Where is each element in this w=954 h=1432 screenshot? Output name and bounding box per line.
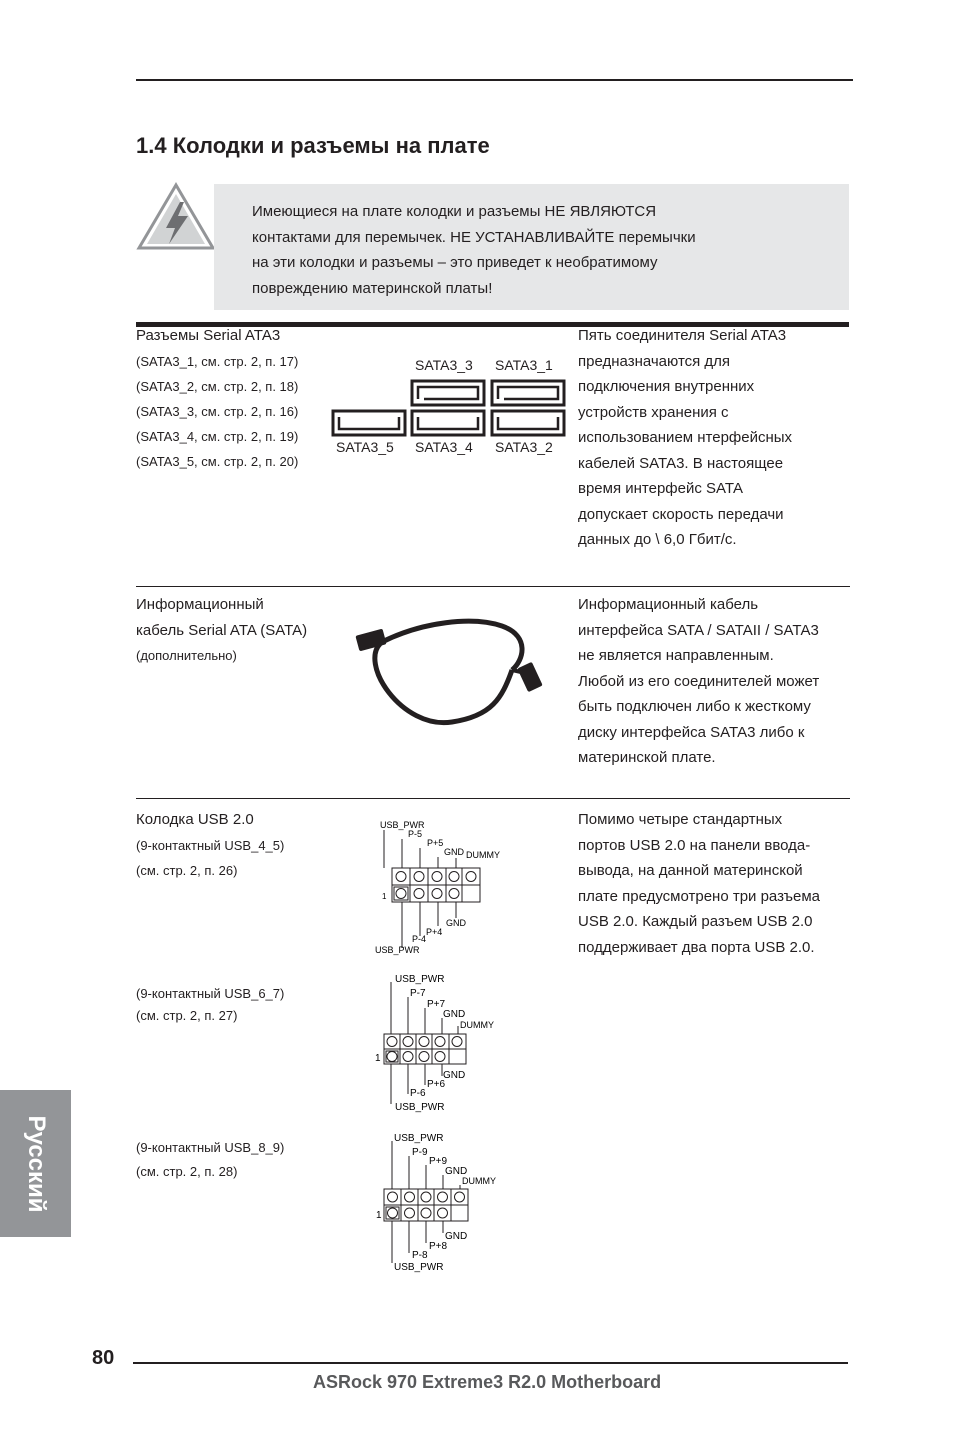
usb89-header-diagram <box>374 1131 514 1275</box>
svg-text:USB_PWR: USB_PWR <box>395 1102 445 1113</box>
sata-ref: (SATA3_1, см. стр. 2, п. 17) <box>136 353 299 369</box>
usb-label-block: Колодка USB 2.0 (9-контактный USB_4_5) (см. стр. 2, п. 26) <box>136 811 285 878</box>
caution-icon <box>136 182 216 252</box>
usb67-label-block: (9-контактный USB_6_7) (см. стр. 2, п. 27) <box>136 986 285 1023</box>
svg-text:P+6: P+6 <box>427 1079 446 1090</box>
svg-text:GND: GND <box>443 1070 466 1081</box>
usb67-header-diagram <box>374 972 514 1116</box>
svg-text:P-4: P-4 <box>412 934 427 944</box>
svg-text:USB_PWR: USB_PWR <box>394 1133 444 1144</box>
cable-description: Информационный кабель интерфейса SATA / SATAII / SATA3 не является направленным. Любой из его соединителей может быть подключен либо к жесткому диску интерфейса SATA3 либо к материнской плате. <box>578 596 820 766</box>
row-divider <box>136 586 850 587</box>
sata3-2-connector <box>492 411 564 435</box>
row-divider <box>136 798 850 799</box>
sata3-4-connector <box>412 411 484 435</box>
svg-text:P+8: P+8 <box>429 1241 448 1252</box>
footer-title: ASRock 970 Extreme3 R2.0 Motherboard <box>313 1372 662 1392</box>
svg-text:1: 1 <box>375 1053 381 1064</box>
cable-label-block: Информационный кабель Serial ATA (SATA) (дополнительно) <box>136 596 308 663</box>
svg-text:GND: GND <box>445 1166 468 1177</box>
sata-description: Пять соединителя Serial ATA3 предназначаются для подключения внутренних устройств хранения с использованием нтерфейсных кабелей SATA3. В настоящее время интерфейс SATA допускает скорость передачи данных до \ 6,0 Гбит/с. <box>578 327 793 548</box>
sata-ref: (SATA3_4, см. стр. 2, п. 19) <box>136 428 299 444</box>
page-number: 80 <box>92 1347 115 1369</box>
svg-text:1: 1 <box>382 892 387 901</box>
sata3-1-label: SATA3_1 <box>495 357 553 373</box>
svg-text:P-8: P-8 <box>412 1250 428 1261</box>
svg-text:P+4: P+4 <box>426 927 443 937</box>
svg-text:GND: GND <box>444 847 464 857</box>
sata3-4-label: SATA3_4 <box>415 439 473 455</box>
usb-description: Помимо четыре стандартных портов USB 2.0 на панели ввода- вывода, на данной материнской плате предусмотрено три разъема USB 2.0. Каждый разъем USB 2.0 поддерживает два порта USB 2.0. <box>578 811 821 956</box>
sata3-3-label: SATA3_3 <box>415 357 473 373</box>
svg-text:USB_PWR: USB_PWR <box>375 945 420 955</box>
svg-text:P+7: P+7 <box>427 999 446 1010</box>
sata3-5-connector <box>333 411 405 435</box>
sata-cable-image <box>352 612 552 740</box>
svg-text:P-6: P-6 <box>410 1088 426 1099</box>
svg-text:USB_PWR: USB_PWR <box>394 1262 444 1273</box>
svg-text:DUMMY: DUMMY <box>462 1176 496 1186</box>
sata-connectors-diagram <box>330 378 570 438</box>
usb89-label-block: (9-контактный USB_8_9) (см. стр. 2, п. 28) <box>136 1140 285 1179</box>
sata-ref: (SATA3_3, см. стр. 2, п. 16) <box>136 403 299 419</box>
sata3-1-connector <box>492 381 564 405</box>
language-side-tab <box>0 1090 71 1237</box>
sata-label-block <box>136 323 336 474</box>
svg-text:GND: GND <box>445 1231 468 1242</box>
svg-text:P+9: P+9 <box>429 1156 448 1167</box>
usb45-header-diagram <box>372 818 512 956</box>
sata3-2-label: SATA3_2 <box>495 439 553 455</box>
sata-ref: (SATA3_2, см. стр. 2, п. 18) <box>136 378 299 394</box>
section-title: 1.4 Колодки и разъемы на плате <box>136 133 490 158</box>
svg-text:GND: GND <box>446 918 466 928</box>
sata3-3-connector <box>412 381 484 405</box>
svg-text:P-9: P-9 <box>412 1147 428 1158</box>
sata3-5-label: SATA3_5 <box>336 439 394 455</box>
caution-text: Имеющиеся на плате колодки и разъемы НЕ ЯВЛЯЮТСЯ контактами для перемычек. НЕ УСТАНАВЛИВАЙТЕ перемычки на эти колодки и разъемы – это приведет к необратимому повреждению материнской платы! <box>252 203 696 297</box>
svg-text:DUMMY: DUMMY <box>460 1020 494 1030</box>
svg-text:USB_PWR: USB_PWR <box>395 974 445 985</box>
sata-ref: (SATA3_5, см. стр. 2, п. 20) <box>136 453 299 469</box>
svg-text:DUMMY: DUMMY <box>466 850 500 860</box>
svg-text:GND: GND <box>443 1009 466 1020</box>
svg-text:P-5: P-5 <box>408 829 423 839</box>
svg-text:1: 1 <box>376 1210 382 1221</box>
svg-text:P-7: P-7 <box>410 988 426 999</box>
svg-text:USB_PWR: USB_PWR <box>380 820 425 830</box>
language-side-tab-label: Русский <box>22 1115 50 1212</box>
header-rule <box>136 79 853 81</box>
svg-text:P+5: P+5 <box>427 838 444 848</box>
sata-label: Разъемы Serial ATA3 <box>136 327 281 344</box>
footer-rule <box>133 1362 848 1364</box>
